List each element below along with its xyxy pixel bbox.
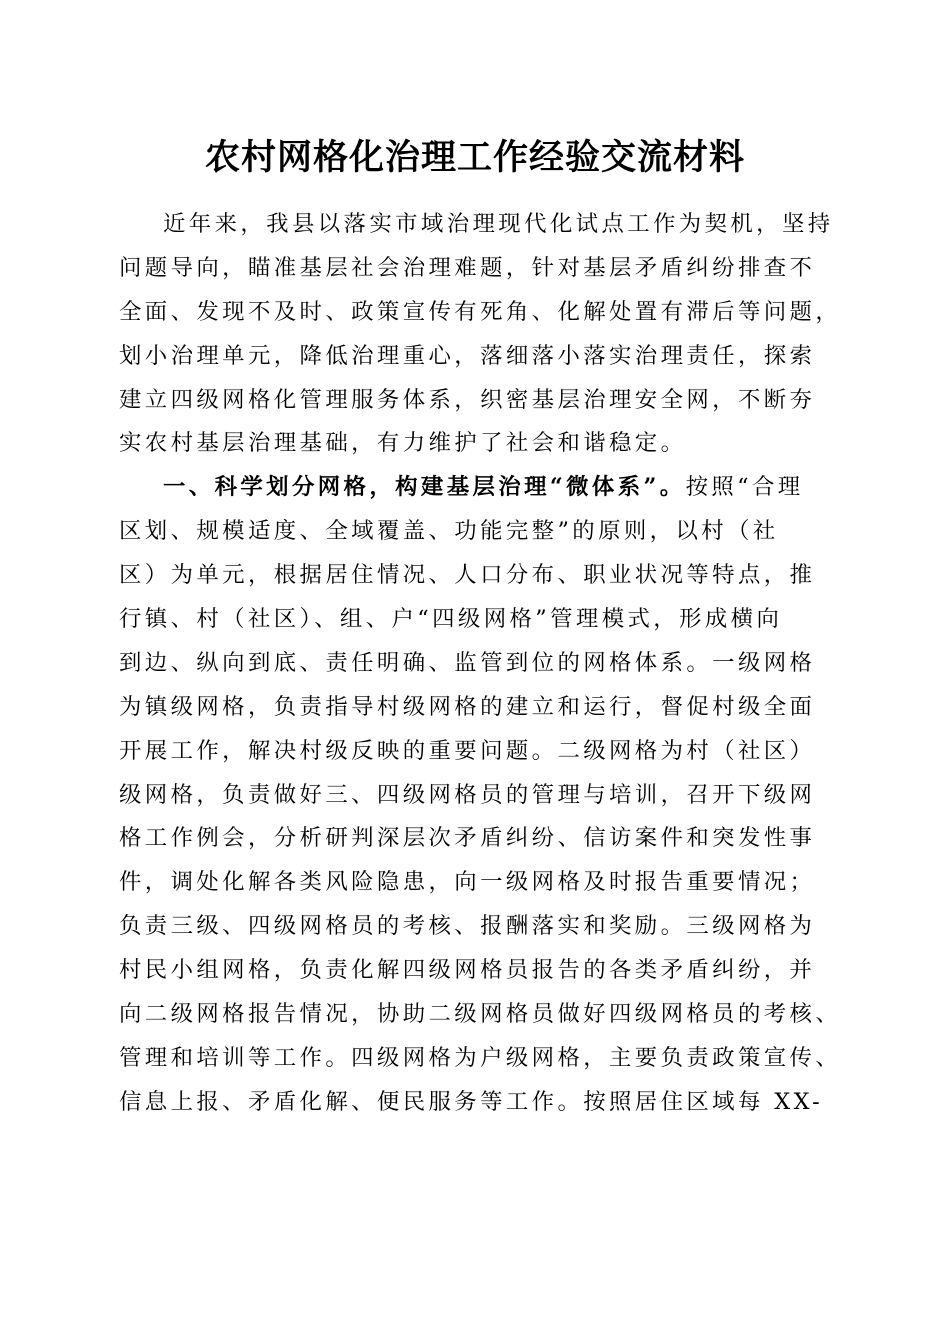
paragraph-line: 实农村基层治理基础，有力维护了社会和谐稳定。 xyxy=(119,430,687,457)
paragraph-line xyxy=(119,466,859,510)
paragraph-line: 格工作例会，分析研判深层次矛盾纠纷、信访案件和突发性事 xyxy=(119,825,816,852)
paragraph-line: 划小治理单元，降低治理重心，落细落小落实治理责任，探索 xyxy=(119,342,816,369)
paragraph-line: 负责三级、四级网格员的考核、报酬落实和奖励。三级网格为 xyxy=(119,913,816,940)
paragraph-line: 到边、纵向到底、责任明确、监管到位的网格体系。一级网格 xyxy=(119,649,816,676)
paragraph-line: 管理和培训等工作。四级网格为户级网格，主要负责政策宣传、 xyxy=(119,1044,842,1071)
paragraph-line: 件，调处化解各类风险隐患，向一级网格及时报告重要情况； xyxy=(119,869,816,896)
section-heading: 一、科学划分网格，构建基层治理“微体系”。 xyxy=(163,474,686,501)
document-body xyxy=(119,203,859,1125)
paragraph-intro xyxy=(119,203,859,466)
paragraph-line: 级网格，负责做好三、四级网格员的管理与培训，召开下级网 xyxy=(119,781,816,808)
paragraph-line: 区划、规模适度、全域覆盖、功能完整”的原则，以村（社 xyxy=(119,518,779,545)
paragraph-line: 村民小组网格，负责化解四级网格员报告的各类矛盾纠纷，并 xyxy=(119,957,816,984)
paragraph-line: 全面、发现不及时、政策宣传有死角、化解处置有滞后等问题， xyxy=(119,298,842,325)
paragraph-line: 向二级网格报告情况，协助二级网格员做好四级网格员的考核、 xyxy=(119,1001,842,1028)
document-title: 农村网格化治理工作经验交流材料 xyxy=(204,137,745,178)
paragraph-line: 信息上报、矛盾化解、便民服务等工作。按照居住区域每 XX- xyxy=(119,1088,824,1115)
paragraph-line: 区）为单元，根据居住情况、人口分布、职业状况等特点，推 xyxy=(119,562,816,589)
paragraph-line: 近年来，我县以落实市域治理现代化试点工作为契机，坚持 xyxy=(163,211,834,237)
paragraph-line: 行镇、村（社区）、组、户“四级网格”管理模式，形成横向 xyxy=(119,606,783,633)
section-heading-rest: 按照“合理 xyxy=(685,474,804,501)
paragraph-line: 问题导向，瞄准基层社会治理难题，针对基层矛盾纠纷排查不 xyxy=(119,254,816,281)
paragraph-section-one xyxy=(119,466,859,1124)
paragraph-line: 为镇级网格，负责指导村级网格的建立和运行，督促村级全面 xyxy=(119,693,816,720)
paragraph-line: 建立四级网格化管理服务体系，织密基层治理安全网，不断夯 xyxy=(119,386,816,413)
paragraph-line: 开展工作，解决村级反映的重要问题。二级网格为村（社区） xyxy=(119,737,816,764)
